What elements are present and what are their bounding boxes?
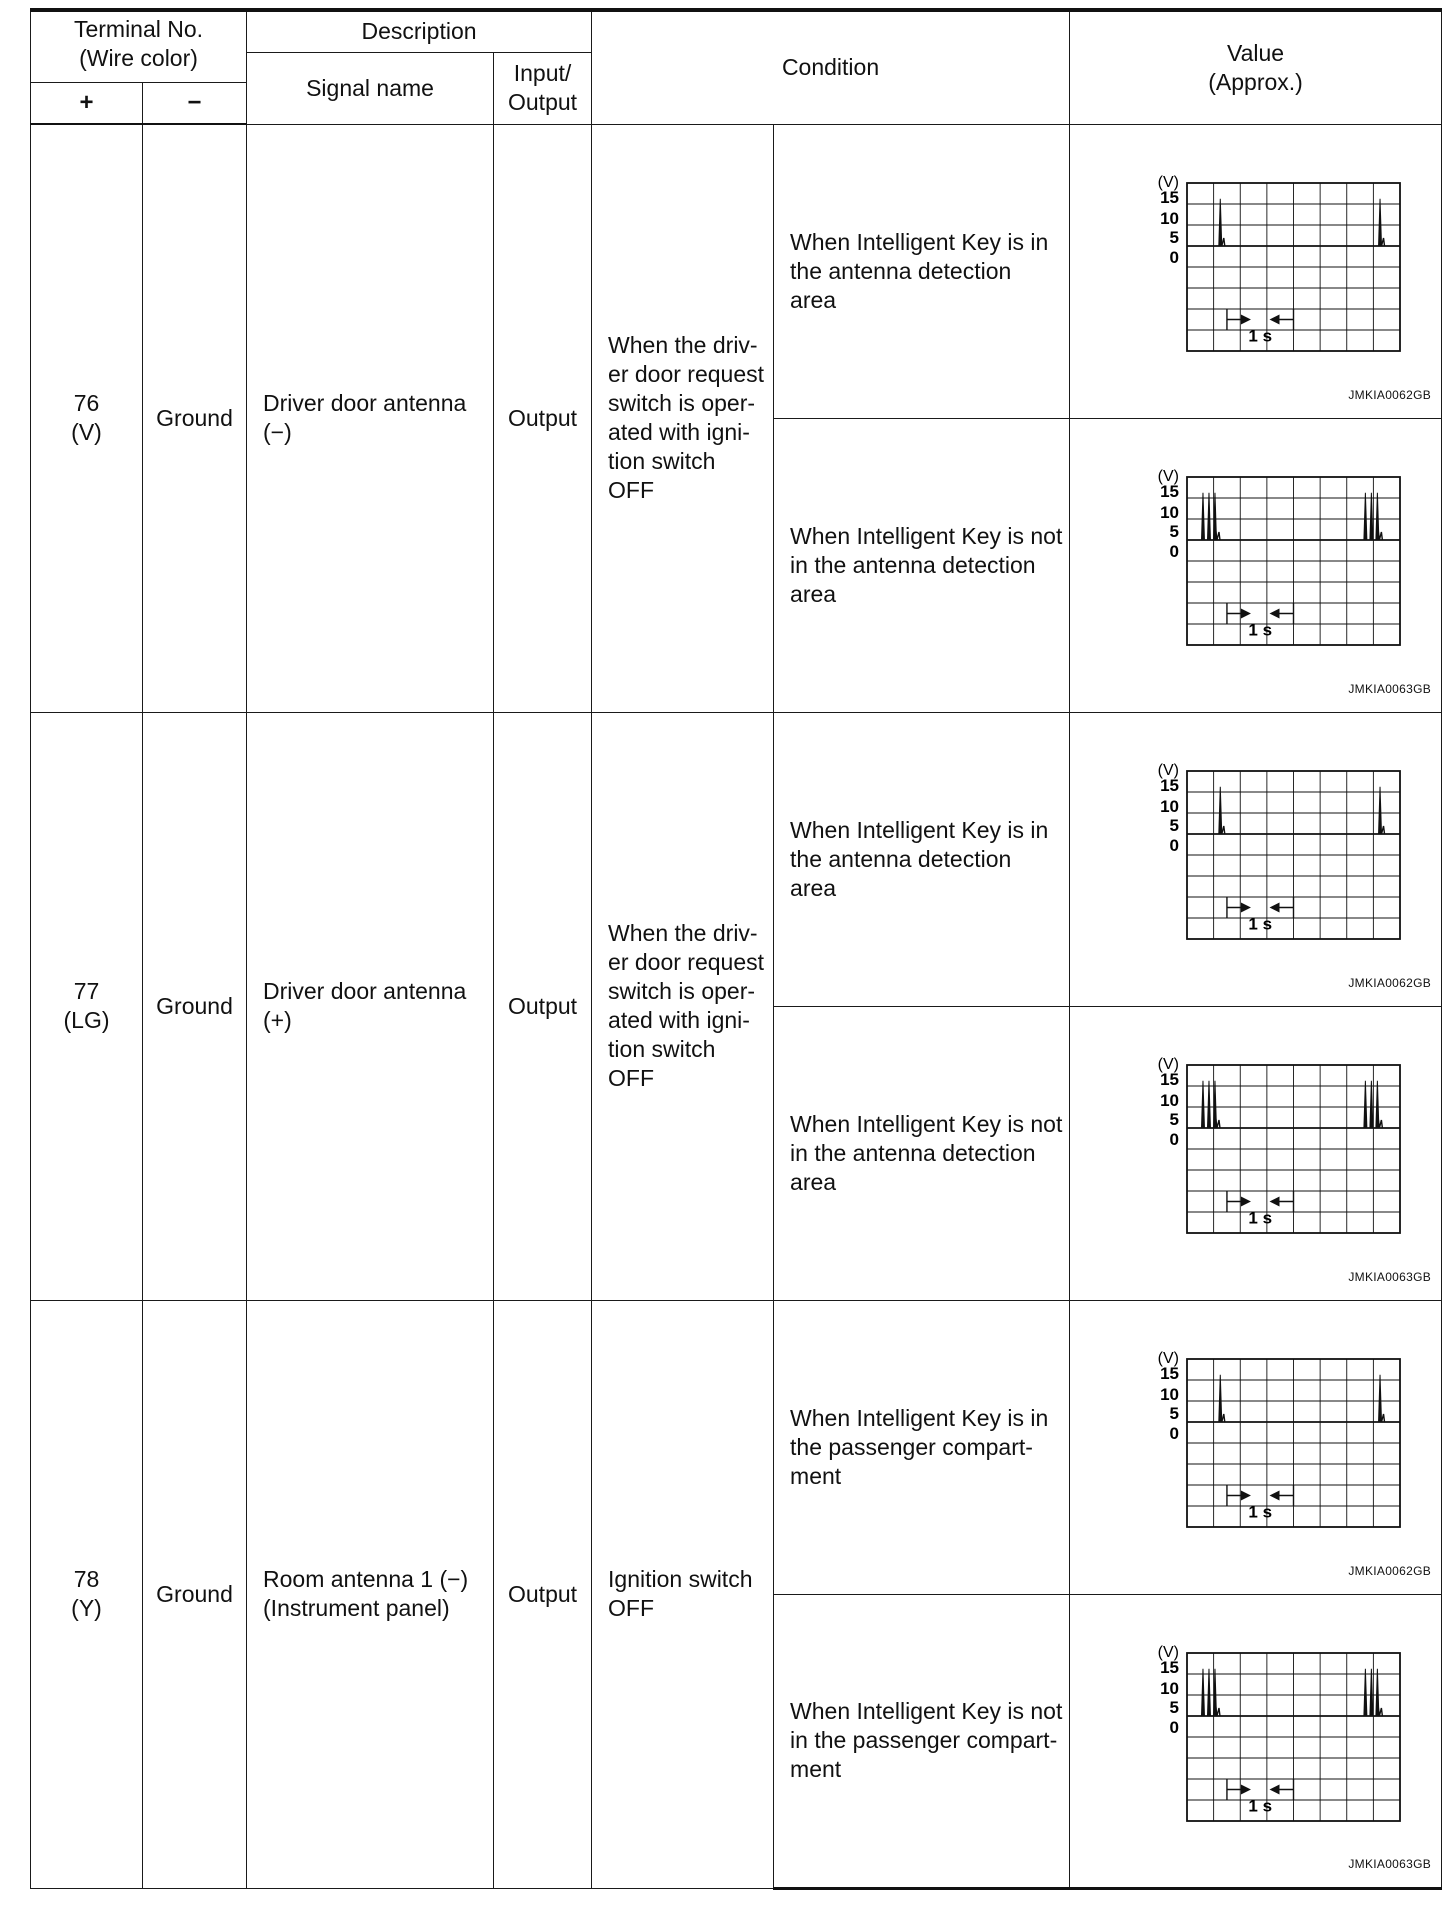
arrow-right-icon bbox=[1240, 609, 1250, 619]
value-cell bbox=[1070, 712, 1442, 1006]
signal-name-line: Room antenna 1 (−) bbox=[263, 1566, 469, 1592]
tick-label: 5 bbox=[1169, 228, 1179, 247]
arrow-left-icon bbox=[1269, 315, 1279, 325]
unit-label: (V) bbox=[1157, 1056, 1179, 1073]
condition-sub-line: When Intelligent Key is in bbox=[790, 228, 1049, 255]
condition-header: Condition bbox=[592, 10, 1070, 124]
voltage-waveform bbox=[1091, 1641, 1421, 1841]
tick-label: 15 bbox=[1159, 1364, 1179, 1383]
tick-label: 5 bbox=[1169, 816, 1179, 835]
tick-label: 10 bbox=[1159, 1091, 1179, 1110]
arrow-left-icon bbox=[1269, 609, 1279, 619]
arrow-left-icon bbox=[1269, 1491, 1279, 1501]
minus-cell: Ground bbox=[143, 1300, 247, 1888]
terminal-number: 77 bbox=[73, 978, 100, 1004]
condition-main-line: Ignition switch bbox=[608, 1566, 753, 1592]
tick-label: 0 bbox=[1169, 542, 1179, 561]
table-row bbox=[31, 712, 1442, 1006]
condition-sub-line: area bbox=[790, 1168, 837, 1195]
voltage-waveform bbox=[1091, 1053, 1421, 1253]
value-header bbox=[1070, 10, 1442, 124]
io-label-1: Input/ bbox=[513, 60, 572, 86]
condition-sub-line: area bbox=[790, 580, 837, 607]
voltage-waveform bbox=[1091, 759, 1421, 959]
figure-code: JMKIA0063GB bbox=[1348, 1856, 1432, 1871]
condition-sub-line: ment bbox=[790, 1462, 842, 1489]
signal-pulse bbox=[1201, 1081, 1204, 1128]
time-label: 1 s bbox=[1247, 326, 1272, 346]
condition-sub-cell bbox=[774, 124, 1070, 418]
tick-label: 5 bbox=[1169, 522, 1179, 541]
minus-cell: Ground bbox=[143, 712, 247, 1300]
signal-name-line: (−) bbox=[263, 419, 292, 445]
tick-label: 10 bbox=[1159, 503, 1179, 522]
condition-main-line: When the driv- bbox=[608, 332, 758, 358]
signal-pulse bbox=[1369, 493, 1372, 540]
condition-sub-line: area bbox=[790, 286, 837, 313]
io-cell: Output bbox=[494, 712, 592, 1300]
value-cell bbox=[1070, 124, 1442, 418]
condition-main-line: tion switch bbox=[608, 1036, 716, 1062]
voltage-waveform bbox=[1091, 465, 1421, 665]
plus-header: + bbox=[31, 82, 143, 124]
time-label: 1 s bbox=[1247, 914, 1272, 934]
condition-main-line: OFF bbox=[608, 1065, 655, 1091]
io-label-2: Output bbox=[508, 89, 578, 115]
tick-label: 0 bbox=[1169, 1424, 1179, 1443]
condition-main-line: er door request bbox=[608, 361, 765, 387]
condition-main-line: ated with igni- bbox=[608, 1007, 750, 1033]
tick-label: 10 bbox=[1159, 797, 1179, 816]
signal-pulse bbox=[1207, 493, 1210, 540]
condition-sub-line: When Intelligent Key is not bbox=[790, 1698, 1063, 1724]
figure-code: JMKIA0062GB bbox=[1348, 387, 1432, 402]
unit-label: (V) bbox=[1157, 174, 1179, 191]
table-body bbox=[31, 124, 1442, 1888]
condition-main-line: switch is oper- bbox=[608, 390, 756, 416]
value-cell bbox=[1070, 418, 1442, 712]
value-cell bbox=[1070, 1594, 1442, 1888]
voltage-waveform bbox=[1091, 171, 1421, 371]
tick-label: 15 bbox=[1159, 482, 1179, 501]
signal-pulse bbox=[1369, 1081, 1372, 1128]
terminal-number: 76 bbox=[73, 390, 100, 417]
tick-label: 0 bbox=[1169, 1130, 1179, 1149]
terminal-no-label: Terminal No. bbox=[73, 16, 204, 42]
signal-pulse bbox=[1207, 1081, 1210, 1128]
arrow-right-icon bbox=[1240, 315, 1250, 325]
signal-name-line: (+) bbox=[263, 1007, 292, 1033]
signal-name-line: Driver door antenna bbox=[263, 390, 467, 416]
condition-sub-line: When Intelligent Key is not bbox=[790, 522, 1063, 549]
condition-main-line: er door request bbox=[608, 949, 765, 975]
condition-sub-line: When Intelligent Key is in bbox=[790, 816, 1049, 843]
terminal-table bbox=[30, 8, 1442, 1890]
voltage-waveform bbox=[1091, 1347, 1421, 1547]
arrow-left-icon bbox=[1269, 903, 1279, 913]
time-label: 1 s bbox=[1247, 1208, 1272, 1228]
signal-pulse bbox=[1201, 493, 1204, 540]
signal-pulse bbox=[1369, 1668, 1372, 1715]
time-label: 1 s bbox=[1247, 620, 1272, 640]
condition-sub-line: in the passenger compart- bbox=[790, 1727, 1058, 1753]
tick-label: 5 bbox=[1169, 1697, 1179, 1717]
terminal-cell bbox=[31, 1300, 143, 1888]
tick-label: 5 bbox=[1169, 1404, 1179, 1423]
arrow-right-icon bbox=[1240, 1491, 1250, 1501]
wire-color: (LG) bbox=[63, 1007, 110, 1033]
signal-name-line: Driver door antenna bbox=[263, 978, 467, 1004]
wire-color: (Y) bbox=[71, 1595, 102, 1621]
value-cell bbox=[1070, 1006, 1442, 1300]
condition-sub-cell bbox=[774, 712, 1070, 1006]
signal-name-cell bbox=[247, 124, 494, 712]
table-row bbox=[31, 124, 1442, 418]
condition-sub-cell bbox=[774, 1594, 1070, 1888]
signal-pulse bbox=[1363, 1668, 1366, 1715]
condition-main-cell bbox=[592, 124, 774, 712]
signal-name-cell bbox=[247, 712, 494, 1300]
condition-sub-line: the antenna detection bbox=[790, 845, 1012, 872]
tick-label: 15 bbox=[1159, 188, 1179, 207]
value-label: Value bbox=[1226, 39, 1285, 66]
arrow-right-icon bbox=[1240, 1784, 1250, 1794]
terminal-no-header bbox=[31, 10, 247, 82]
unit-label: (V) bbox=[1157, 762, 1179, 779]
terminal-cell bbox=[31, 124, 143, 712]
signal-name-line: (Instrument panel) bbox=[263, 1595, 450, 1621]
io-cell: Output bbox=[494, 124, 592, 712]
unit-label: (V) bbox=[1157, 1643, 1179, 1661]
condition-main-line: OFF bbox=[608, 477, 655, 503]
signal-pulse bbox=[1363, 493, 1366, 540]
condition-sub-line: in the antenna detection bbox=[790, 1139, 1036, 1166]
minus-cell: Ground bbox=[143, 124, 247, 712]
tick-label: 15 bbox=[1159, 776, 1179, 795]
condition-sub-line: When Intelligent Key is in bbox=[790, 1404, 1049, 1431]
signal-pulse bbox=[1363, 1081, 1366, 1128]
value-cell bbox=[1070, 1300, 1442, 1594]
condition-sub-line: in the antenna detection bbox=[790, 551, 1036, 578]
condition-main-line: When the driv- bbox=[608, 920, 758, 946]
time-label: 1 s bbox=[1247, 1502, 1272, 1522]
arrow-right-icon bbox=[1240, 903, 1250, 913]
table-row bbox=[31, 1300, 1442, 1594]
arrow-right-icon bbox=[1240, 1197, 1250, 1207]
condition-sub-cell bbox=[774, 1300, 1070, 1594]
tick-label: 0 bbox=[1169, 836, 1179, 855]
tick-label: 15 bbox=[1159, 1657, 1179, 1677]
unit-label: (V) bbox=[1157, 1350, 1179, 1367]
figure-code: JMKIA0062GB bbox=[1348, 1563, 1432, 1578]
io-cell: Output bbox=[494, 1300, 592, 1888]
tick-label: 10 bbox=[1159, 209, 1179, 228]
terminal-cell bbox=[31, 712, 143, 1300]
io-header bbox=[494, 52, 592, 124]
condition-sub-line: the passenger compart- bbox=[790, 1433, 1033, 1460]
minus-header: − bbox=[143, 82, 247, 124]
condition-main-cell bbox=[592, 1300, 774, 1888]
condition-main-line: switch is oper- bbox=[608, 978, 756, 1004]
tick-label: 0 bbox=[1169, 248, 1179, 267]
condition-sub-cell bbox=[774, 418, 1070, 712]
tick-label: 15 bbox=[1159, 1070, 1179, 1089]
wire-color: (V) bbox=[71, 419, 102, 446]
condition-main-line: OFF bbox=[608, 1595, 655, 1621]
figure-code: JMKIA0062GB bbox=[1348, 975, 1432, 990]
tick-label: 10 bbox=[1159, 1385, 1179, 1404]
condition-sub-line: the antenna detection bbox=[790, 257, 1012, 284]
signal-pulse bbox=[1201, 1668, 1204, 1715]
description-header: Description bbox=[247, 10, 592, 52]
condition-main-line: ated with igni- bbox=[608, 419, 750, 445]
terminal-number: 78 bbox=[73, 1566, 100, 1592]
wire-color-label: (Wire color) bbox=[79, 45, 198, 71]
figure-code: JMKIA0063GB bbox=[1348, 681, 1432, 696]
signal-name-cell bbox=[247, 1300, 494, 1888]
signal-pulse bbox=[1207, 1668, 1210, 1715]
figure-code: JMKIA0063GB bbox=[1348, 1269, 1432, 1284]
tick-label: 0 bbox=[1169, 1717, 1179, 1737]
condition-main-cell bbox=[592, 712, 774, 1300]
unit-label: (V) bbox=[1157, 468, 1179, 485]
arrow-left-icon bbox=[1269, 1784, 1279, 1794]
tick-label: 10 bbox=[1159, 1678, 1179, 1698]
condition-sub-cell bbox=[774, 1006, 1070, 1300]
tick-label: 5 bbox=[1169, 1110, 1179, 1129]
condition-sub-line: When Intelligent Key is not bbox=[790, 1110, 1063, 1137]
arrow-left-icon bbox=[1269, 1197, 1279, 1207]
condition-main-line: tion switch bbox=[608, 448, 716, 474]
signal-name-header: Signal name bbox=[247, 52, 494, 124]
time-label: 1 s bbox=[1247, 1796, 1272, 1815]
condition-sub-line: area bbox=[790, 874, 837, 901]
approx-label: (Approx.) bbox=[1208, 68, 1303, 95]
condition-sub-line: ment bbox=[790, 1756, 842, 1782]
